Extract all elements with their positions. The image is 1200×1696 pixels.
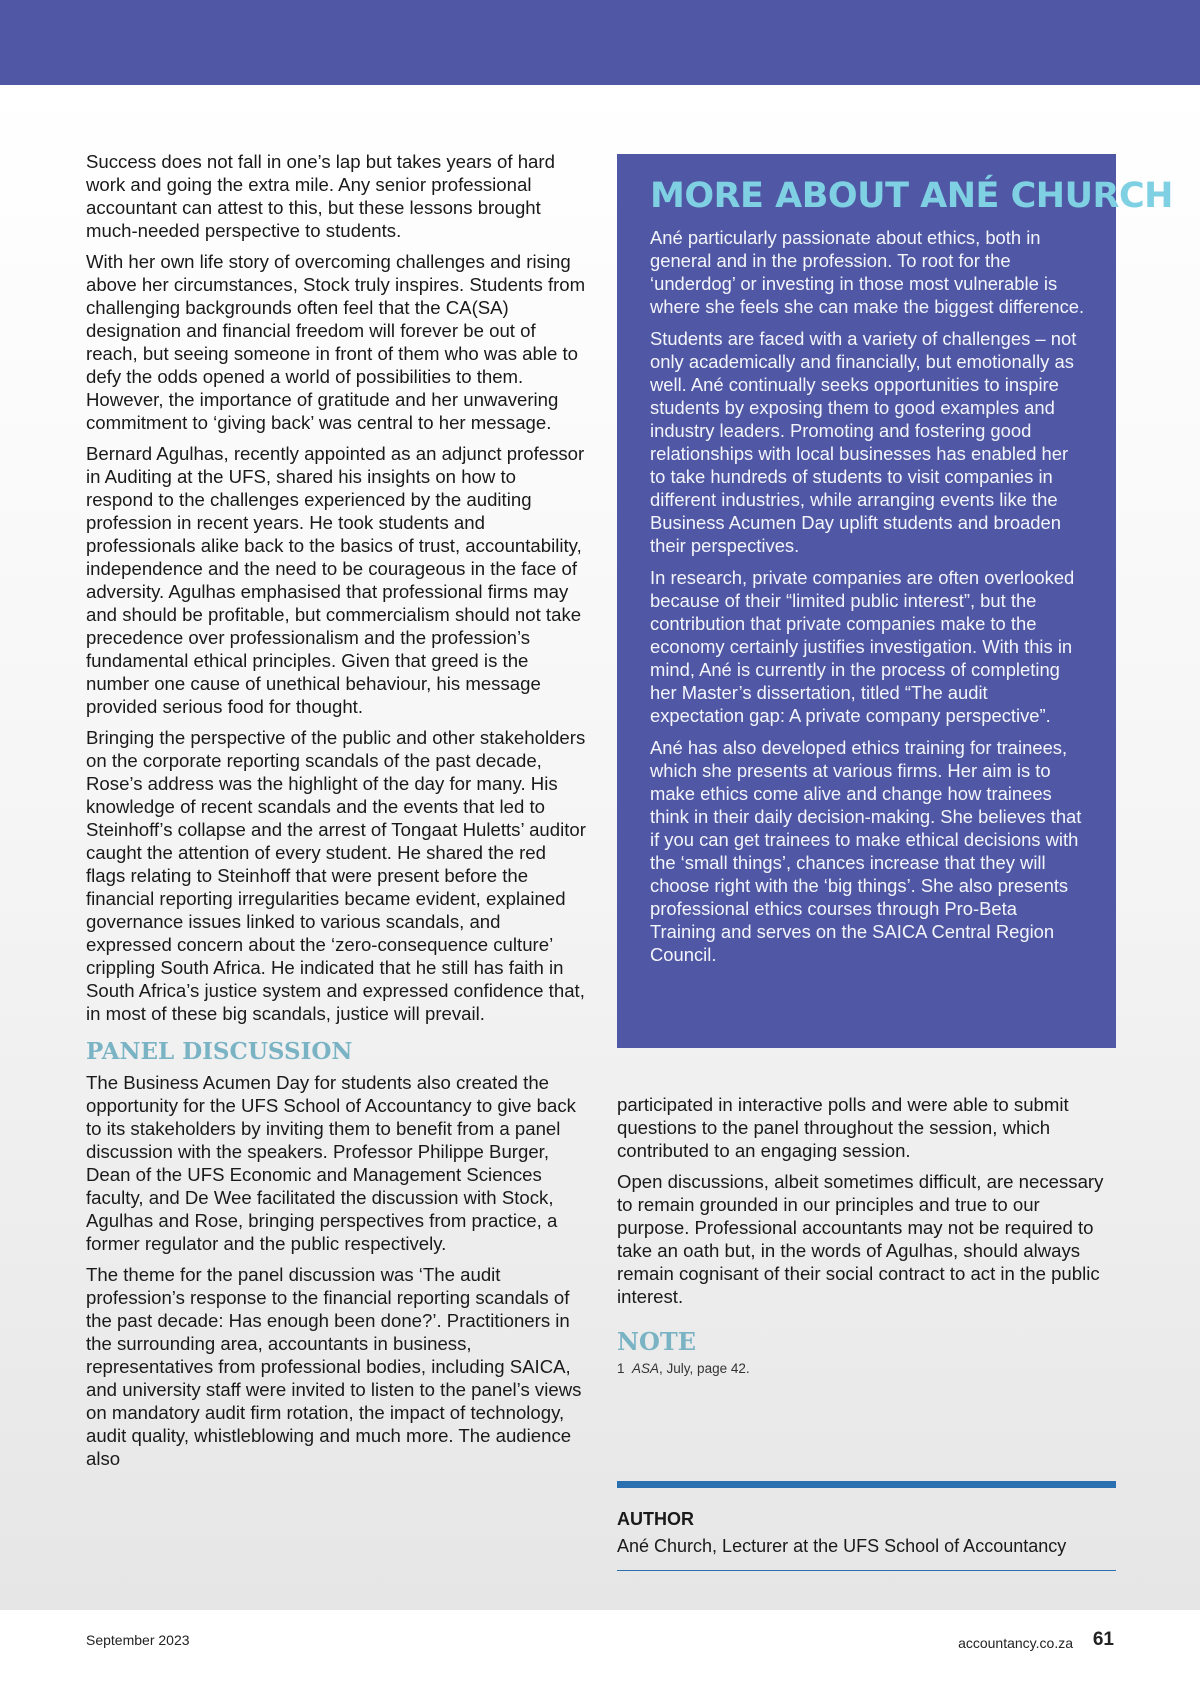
sidebar-title: MORE ABOUT ANÉ CHURCH [650,176,1173,216]
author-label: AUTHOR [617,1509,694,1529]
header-band [0,0,1200,85]
sidebar-box [617,154,1173,1048]
page-number: 61 [1092,1629,1114,1650]
body-paragraph: The Business Acumen Day for students also created the opportunity for the UFS School of Accountancy to give back to its stakeholders by inviting them to benefit from a panel discussion with the speakers. Professor Philippe Burger, Dean of the UFS Economic and Management Sciences faculty, and De Wee facilitated the discussion with Stock, Agulhas and Rose, bringing perspectives from practice, a former regulator and the public respectively. [86,1072,576,1254]
body-paragraph: Bernard Agulhas, recently appointed as an adjunct professor in Auditing at the UFS, shared his insights on how to respond to the challenges experienced by the auditing profession in recent years. He took students and professionals alike back to the basics of trust, accountability, independence and the need to be courageous in the face of adversity. Agulhas emphasised that professional firms may and should be profitable, but commercialism should not take precedence over professionalism and the profession’s fundamental ethical principles. Given that greed is the number one cause of unethical behaviour, his message provided serious food for thought. [86,443,585,717]
note-heading: NOTE [617,1327,696,1356]
sidebar-paragraph: In research, private companies are often overlooked because of their “limited public interest”, but the contribution that private companies make to the economy certainly justifies investigation. With this in mind, Ané is currently in the process of completing her Master’s dissertation, titled “The audit expectation gap: A private company perspective”. [650,567,1075,726]
footer [0,1610,1200,1696]
body-paragraph: The theme for the panel discussion was ‘The audit profession’s response to the financial reporting scandals of the past decade: Has enough been done?’. Practitioners in the surrounding area, accountants in business, representatives from professional bodies, including SAICA, and university staff were invited to listen to the panel’s views on mandatory audit firm rotation, the impact of technology, audit quality, whistleblowing and much more. The audience also [86,1264,582,1469]
body-paragraph: Open discussions, albeit sometimes difficult, are necessary to remain grounded in our principles and true to our purpose. Professional accountants may not be required to take an oath but, in the words of Agulhas, should always remain cognisant of their social contract to act in the public interest. [617,1171,1104,1307]
footer-date: September 2023 [86,1632,190,1648]
right-column [617,1093,1117,1378]
left-column [86,150,586,1478]
sidebar-paragraph: Ané particularly passionate about ethics, both in general and in the profession. To root for the ‘underdog’ or investing in those most vulnerable is where she feels she can make the biggest difference. [650,227,1085,317]
author-divider [617,1481,1116,1488]
body-paragraph: participated in interactive polls and were able to submit questions to the panel throughout the session, which contributed to an engaging session. [617,1094,1069,1161]
author-byline: Ané Church, Lecturer at the UFS School of Accountancy [617,1536,1067,1556]
body-paragraph: Success does not fall in one’s lap but takes years of hard work and going the extra mile. Any senior professional accountant can attest to this, but these lessons brought much-needed perspective to students. [86,151,555,241]
footnote [617,1360,1117,1378]
footnote-detail: , July, page 42. [659,1361,750,1376]
body-paragraph: With her own life story of overcoming challenges and rising above her circumstances, Stock truly inspires. Students from challenging backgrounds often feel that the CA(SA) designation and financial freedom will forever be out of reach, but seeing someone in front of them who was able to defy the odds opened a world of possibilities to them. However, the importance of gratitude and her unwavering commitment to ‘giving back’ was central to her message. [86,251,586,433]
panel-discussion-heading: PANEL DISCUSSION [86,1038,353,1065]
body-paragraph: Bringing the perspective of the public and other stakeholders on the corporate reporting scandals of the past decade, Rose’s address was the highlight of the day for many. His knowledge of recent scandals and the events that led to Steinhoff’s collapse and the arrest of Tongaat Huletts’ auditor caught the attention of every student. He shared the red flags relating to Steinhoff that were present before the financial reporting irregularities became evident, explained governance issues linked to various scandals, and expressed concern about the ‘zero-consequence culture’ crippling South Africa. He indicated that he still has faith in South Africa’s justice system and expressed confidence that, in most of these big scandals, justice will prevail. [86,727,586,1024]
sidebar-paragraph: Ané has also developed ethics training for trainees, which she presents at various firms. Her aim is to make ethics come alive and change how trainees think in their daily decision-making. She believes that if you can get trainees to make ethical decisions with the ‘small things’, chances increase that they will choose right with the ‘big things’. She also presents professional ethics courses through Pro-Beta Training and serves on the SAICA Central Region Council. [650,737,1082,965]
footnote-number: 1 [617,1361,625,1376]
author-bottom-divider [617,1570,1116,1571]
sidebar-paragraph: Students are faced with a variety of challenges – not only academically and financially, but emotionally as well. Ané continually seeks opportunities to inspire students by exposing them to good examples and industry leaders. Promoting and fostering good relationships with local businesses has enabled her to take hundreds of students to visit companies in different industries, while arranging events like the Business Acumen Day uplift students and broaden their perspectives. [650,328,1077,556]
footnote-source: ASA [632,1361,660,1376]
footer-website: accountancy.co.za [958,1635,1073,1651]
